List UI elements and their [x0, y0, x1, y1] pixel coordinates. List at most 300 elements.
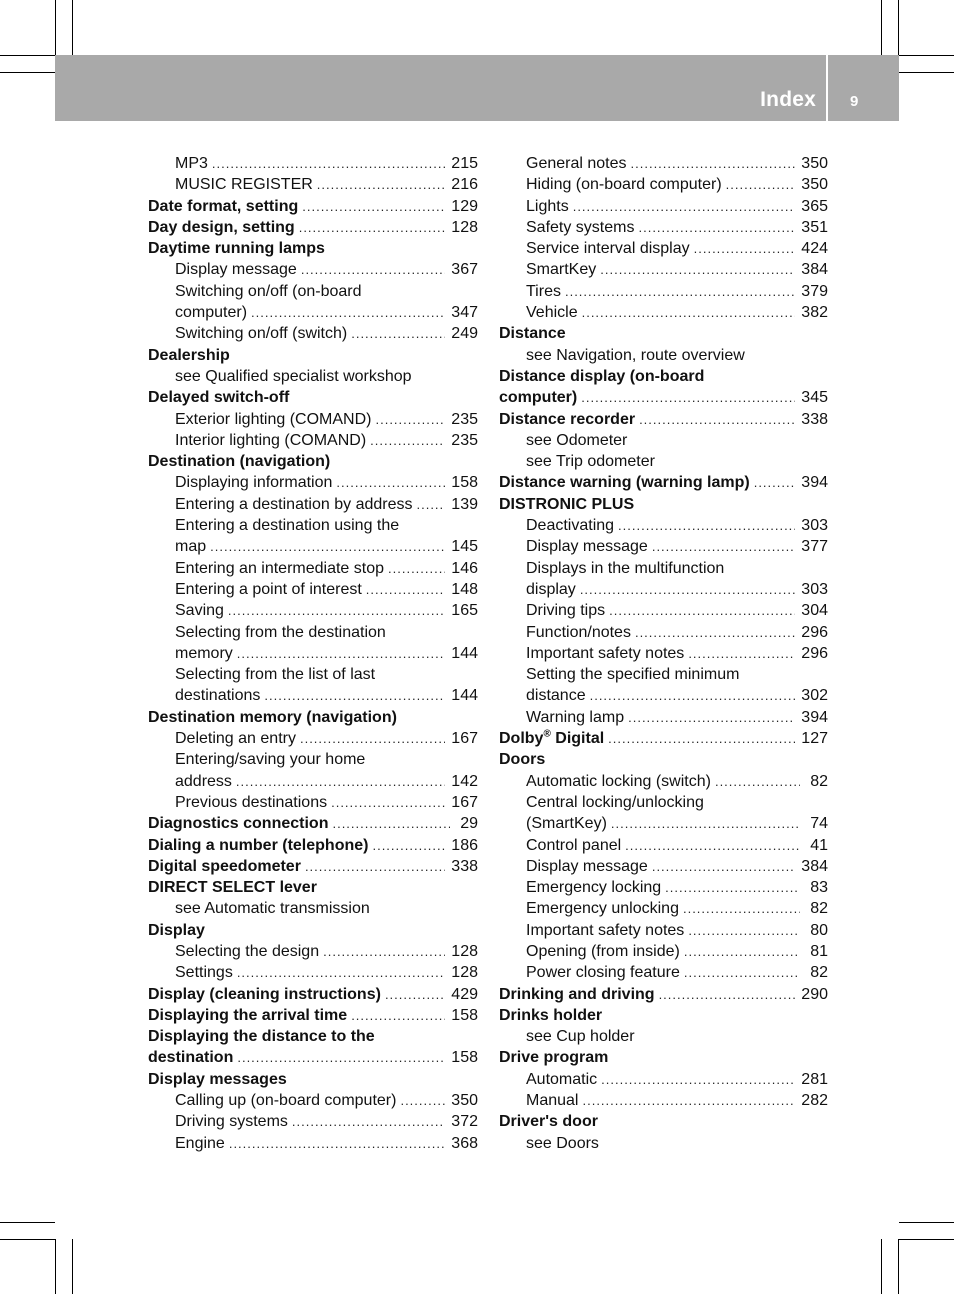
- dot-leader: [292, 1111, 445, 1132]
- entry-label: Dialing a number (telephone): [148, 836, 369, 854]
- entry-text: [148, 1047, 233, 1068]
- page-reference[interactable]: 351: [801, 218, 828, 236]
- entry-label: Calling up (on-board computer): [175, 1092, 397, 1110]
- entry-label: Delayed switch-off: [148, 389, 290, 407]
- entry-text: [175, 728, 296, 749]
- entry-text: [526, 259, 596, 280]
- entry-label: Displaying information: [175, 474, 333, 492]
- entry-text: [526, 962, 680, 983]
- entry-text: [148, 451, 330, 472]
- page-reference[interactable]: 235: [451, 410, 478, 428]
- index-subentry: [499, 536, 828, 557]
- page-reference[interactable]: 235: [451, 431, 478, 449]
- dot-leader: [600, 259, 795, 280]
- dot-leader: [581, 387, 795, 408]
- page-reference[interactable]: 158: [451, 474, 478, 492]
- page-reference[interactable]: 148: [451, 580, 478, 598]
- index-heading: [499, 728, 828, 749]
- dot-leader: [370, 430, 445, 451]
- index-subentry: [499, 259, 828, 280]
- dot-leader: [684, 962, 800, 983]
- dot-leader: [351, 1005, 445, 1026]
- page-reference[interactable]: 424: [801, 240, 828, 258]
- page-reference[interactable]: 350: [451, 1092, 478, 1110]
- index-subentry: [499, 430, 828, 451]
- dot-leader: [639, 409, 795, 430]
- index-subentry: [148, 515, 478, 536]
- page-reference[interactable]: 145: [451, 538, 478, 556]
- index-column-left: [148, 153, 478, 1154]
- index-subentry: [148, 302, 478, 323]
- index-subentry: [148, 323, 478, 344]
- entry-label: Switching on/off (on-board: [175, 282, 362, 300]
- index-subentry: [148, 749, 478, 770]
- index-subentry: [148, 174, 478, 195]
- crop-mark: [55, 1239, 56, 1294]
- entry-label: Destination (navigation): [148, 453, 331, 471]
- entry-label: Important safety notes: [526, 921, 685, 939]
- index-subentry: [499, 898, 828, 919]
- crop-mark: [72, 0, 73, 55]
- entry-label: Date format, setting: [148, 197, 299, 215]
- dot-leader: [331, 792, 445, 813]
- page-reference[interactable]: 158: [451, 1006, 478, 1024]
- page-reference[interactable]: 303: [801, 517, 828, 535]
- page-reference[interactable]: 296: [801, 623, 828, 641]
- page-reference[interactable]: 379: [801, 282, 828, 300]
- index-subentry: [499, 771, 828, 792]
- entry-text: [499, 409, 635, 430]
- index-heading: [148, 1026, 478, 1047]
- index-subentry: [499, 153, 828, 174]
- index-heading: [148, 877, 478, 898]
- entry-label: Power closing feature: [526, 964, 680, 982]
- entry-label: Previous destinations: [175, 793, 328, 811]
- entry-label: destination: [148, 1049, 234, 1067]
- index-subentry: [499, 835, 828, 856]
- page-reference[interactable]: 215: [451, 155, 478, 172]
- page-reference[interactable]: 302: [801, 687, 828, 705]
- entry-label: Destination memory (navigation): [148, 708, 397, 726]
- page-reference[interactable]: 372: [451, 1113, 478, 1131]
- entry-label: see Doors: [526, 1134, 599, 1152]
- index-subentry: [499, 707, 828, 728]
- index-heading: [499, 749, 828, 770]
- entry-text: [499, 366, 704, 387]
- entry-text: [148, 1005, 347, 1026]
- page-reference[interactable]: 139: [451, 495, 478, 513]
- entry-label: Setting the specified minimum: [526, 666, 740, 684]
- index-subentry: [148, 728, 478, 749]
- entry-label: Engine: [175, 1134, 225, 1152]
- dot-leader: [635, 622, 795, 643]
- entry-label: display: [526, 580, 576, 598]
- crop-mark: [72, 1239, 73, 1294]
- entry-label: DISTRONIC PLUS: [499, 495, 635, 513]
- registered-mark: ®: [543, 728, 551, 740]
- dot-leader: [684, 941, 800, 962]
- dot-leader: [264, 685, 445, 706]
- page-reference[interactable]: 350: [801, 176, 828, 194]
- entry-text: [175, 579, 362, 600]
- entry-label: see Odometer: [526, 431, 628, 449]
- dot-leader: [299, 217, 446, 238]
- page-reference[interactable]: 146: [451, 559, 478, 577]
- entry-label: map: [175, 538, 207, 556]
- page-reference[interactable]: 394: [801, 474, 828, 492]
- entry-text: [175, 259, 297, 280]
- entry-label: (SmartKey): [526, 815, 607, 833]
- entry-text: [526, 856, 648, 877]
- entry-label: General notes: [526, 155, 627, 172]
- entry-label: Driving systems: [175, 1113, 288, 1131]
- entry-label: Entering a destination using the: [175, 517, 400, 535]
- page-reference[interactable]: 347: [451, 304, 478, 322]
- index-heading: [148, 920, 478, 941]
- page-reference[interactable]: 41: [810, 836, 828, 854]
- dot-leader: [212, 153, 445, 174]
- entry-label: Distance recorder: [499, 410, 636, 428]
- index-subentry: [499, 600, 828, 621]
- dot-leader: [688, 643, 795, 664]
- entry-label: Emergency unlocking: [526, 900, 679, 918]
- page-reference[interactable]: 82: [810, 772, 828, 790]
- entry-text: [148, 1026, 375, 1047]
- index-subentry: [148, 430, 478, 451]
- page-reference[interactable]: 128: [451, 942, 478, 960]
- entry-text: [175, 515, 399, 536]
- page-reference[interactable]: 368: [451, 1134, 478, 1152]
- dot-leader: [305, 856, 445, 877]
- entry-label: Entering a point of interest: [175, 580, 362, 598]
- dot-leader: [388, 558, 445, 579]
- page-reference[interactable]: 350: [801, 155, 828, 172]
- index-subentry: [499, 217, 828, 238]
- page-reference[interactable]: 384: [801, 261, 828, 279]
- dot-leader: [665, 877, 800, 898]
- entry-text: [175, 281, 361, 302]
- entry-label: Opening (from inside): [526, 942, 680, 960]
- dot-leader: [336, 472, 445, 493]
- entry-text: [175, 962, 233, 983]
- entry-text: [526, 153, 627, 174]
- page-reference[interactable]: 29: [460, 815, 478, 833]
- entry-label: Selecting the design: [175, 942, 320, 960]
- entry-text: [526, 707, 624, 728]
- entry-label: Automatic locking (switch): [526, 772, 711, 790]
- page-reference[interactable]: 74: [810, 815, 828, 833]
- entry-text: [175, 664, 375, 685]
- crop-mark: [0, 72, 55, 73]
- page-reference[interactable]: 367: [451, 261, 478, 279]
- page-reference[interactable]: 80: [810, 921, 828, 939]
- entry-label: Hiding (on-board computer): [526, 176, 722, 194]
- entry-text: [499, 387, 577, 408]
- header-divider: [826, 55, 828, 121]
- entry-label: Safety systems: [526, 218, 635, 236]
- dot-leader: [694, 238, 796, 259]
- page-reference[interactable]: 281: [801, 1070, 828, 1088]
- dot-leader: [565, 281, 795, 302]
- entry-label: Emergency locking: [526, 879, 662, 897]
- page-reference[interactable]: 290: [801, 985, 828, 1003]
- entry-text: [526, 174, 722, 195]
- index-heading: [148, 813, 478, 834]
- page-reference[interactable]: 345: [801, 389, 828, 407]
- page-reference[interactable]: 158: [451, 1049, 478, 1067]
- page-reference[interactable]: 338: [451, 857, 478, 875]
- index-heading: [148, 984, 478, 1005]
- crop-mark: [881, 1239, 882, 1294]
- index-subentry: [499, 302, 828, 323]
- dot-leader: [754, 472, 796, 493]
- dot-leader: [351, 323, 445, 344]
- page-reference[interactable]: 127: [801, 730, 828, 748]
- dot-leader: [618, 515, 795, 536]
- entry-label: Dealership: [148, 346, 230, 364]
- entry-text: [526, 1133, 599, 1154]
- entry-label: Display (cleaning instructions): [148, 985, 381, 1003]
- entry-text: [526, 238, 690, 259]
- entry-text: [175, 430, 366, 451]
- page-reference[interactable]: 81: [810, 942, 828, 960]
- entry-text: [148, 835, 368, 856]
- entry-text: [175, 409, 371, 430]
- entry-text: [148, 877, 317, 898]
- dot-leader: [416, 494, 445, 515]
- page-reference[interactable]: 303: [801, 580, 828, 598]
- entry-label: Diagnostics connection: [148, 815, 329, 833]
- entry-label: Control panel: [526, 836, 622, 854]
- index-heading: [148, 238, 478, 259]
- page-reference[interactable]: 304: [801, 602, 828, 620]
- entry-label: Display message: [526, 538, 648, 556]
- page-reference[interactable]: 384: [801, 857, 828, 875]
- entry-text: [526, 813, 607, 834]
- entry-text: [526, 600, 605, 621]
- dot-leader: [210, 536, 445, 557]
- page-reference[interactable]: 382: [801, 304, 828, 322]
- index-heading: [148, 1069, 478, 1090]
- page-reference[interactable]: 186: [451, 836, 478, 854]
- index-subentry: [499, 792, 828, 813]
- entry-label: Displaying the distance to the: [148, 1028, 375, 1046]
- entry-text: [499, 323, 566, 344]
- entry-text: [526, 558, 724, 579]
- entry-text: [148, 813, 328, 834]
- entry-label: Warning lamp: [526, 708, 625, 726]
- entry-text: [526, 217, 634, 238]
- entry-text: [175, 1090, 396, 1111]
- crop-mark: [0, 1239, 55, 1240]
- entry-text: [148, 217, 295, 238]
- dot-leader: [300, 728, 445, 749]
- entry-label: Displays in the multifunction: [526, 559, 725, 577]
- entry-text: [148, 387, 289, 408]
- index-subentry: [148, 771, 478, 792]
- index-heading: [499, 1111, 828, 1132]
- index-subentry: [148, 536, 478, 557]
- page-reference[interactable]: 165: [451, 602, 478, 620]
- entry-text: [175, 749, 365, 770]
- index-heading: [499, 387, 828, 408]
- dot-leader: [573, 196, 796, 217]
- index-subentry: [499, 685, 828, 706]
- entry-label: Dolby: [499, 730, 544, 748]
- dot-leader: [611, 813, 800, 834]
- index-subentry: [499, 962, 828, 983]
- page-reference[interactable]: 129: [451, 197, 478, 215]
- index-subentry: [148, 366, 478, 387]
- index-subentry: [499, 451, 828, 472]
- entry-text: [526, 685, 586, 706]
- index-subentry: [148, 558, 478, 579]
- page-reference[interactable]: 167: [451, 730, 478, 748]
- dot-leader: [582, 1090, 795, 1111]
- dot-leader: [628, 707, 795, 728]
- page-title: Index: [760, 88, 816, 111]
- dot-leader: [372, 835, 445, 856]
- page-reference[interactable]: 282: [801, 1092, 828, 1110]
- page-reference[interactable]: 144: [451, 644, 478, 662]
- entry-label: Display message: [175, 261, 297, 279]
- entry-text: [526, 941, 680, 962]
- index-subentry: [499, 856, 828, 877]
- entry-label: MUSIC REGISTER: [175, 176, 313, 194]
- entry-label: Doors: [499, 751, 546, 769]
- index-heading: [499, 472, 828, 493]
- entry-label: memory: [175, 644, 233, 662]
- page-reference[interactable]: 144: [451, 687, 478, 705]
- dot-leader: [236, 771, 445, 792]
- entry-label: Function/notes: [526, 623, 631, 641]
- page-reference[interactable]: 338: [801, 410, 828, 428]
- entry-text: [526, 536, 648, 557]
- crop-mark: [881, 0, 882, 55]
- crop-mark: [55, 0, 56, 55]
- index-heading: [499, 409, 828, 430]
- entry-label: Distance warning (warning lamp): [499, 474, 750, 492]
- dot-leader: [400, 1090, 445, 1111]
- entry-label: Deleting an entry: [175, 730, 296, 748]
- entry-text: [526, 579, 576, 600]
- crop-mark: [0, 1222, 55, 1223]
- dot-leader: [366, 579, 446, 600]
- index-subentry: [499, 515, 828, 536]
- index-column-right: [499, 153, 828, 1154]
- entry-label-suffix: Digital: [550, 730, 605, 748]
- entry-label: Display messages: [148, 1070, 287, 1088]
- index-subentry: [148, 600, 478, 621]
- crop-mark: [899, 1239, 954, 1240]
- page-reference[interactable]: 377: [801, 538, 828, 556]
- page-reference[interactable]: 429: [451, 985, 478, 1003]
- page-reference[interactable]: 296: [801, 644, 828, 662]
- entry-text: [499, 984, 655, 1005]
- page-reference[interactable]: 249: [451, 325, 478, 343]
- dot-leader: [652, 856, 795, 877]
- index-subentry: [499, 1026, 828, 1047]
- page-reference[interactable]: 365: [801, 197, 828, 215]
- entry-text: [526, 345, 745, 366]
- index-subentry: [148, 685, 478, 706]
- entry-label: Important safety notes: [526, 644, 685, 662]
- entry-label: Entering/saving your home: [175, 751, 366, 769]
- entry-label: Switching on/off (switch): [175, 325, 348, 343]
- entry-text: [148, 920, 205, 941]
- index-subentry: [148, 664, 478, 685]
- entry-label: Lights: [526, 197, 569, 215]
- entry-label: Displaying the arrival time: [148, 1006, 348, 1024]
- entry-label: Selecting from the list of last: [175, 666, 376, 684]
- entry-label: see Trip odometer: [526, 453, 655, 471]
- page-reference[interactable]: 128: [451, 218, 478, 236]
- index-heading: [148, 345, 478, 366]
- entry-text: [499, 749, 545, 770]
- entry-label: Display: [148, 921, 205, 939]
- entry-text: [499, 472, 750, 493]
- page-reference[interactable]: 394: [801, 708, 828, 726]
- entry-label: Vehicle: [526, 304, 578, 322]
- index-subentry: [499, 238, 828, 259]
- entry-text: [526, 1069, 597, 1090]
- crop-mark: [898, 1239, 899, 1294]
- page-reference[interactable]: 128: [451, 964, 478, 982]
- index-subentry: [499, 1133, 828, 1154]
- entry-label: DIRECT SELECT lever: [148, 879, 317, 897]
- dot-leader: [608, 728, 795, 749]
- page-reference[interactable]: 82: [810, 964, 828, 982]
- entry-text: [526, 898, 679, 919]
- entry-text: [499, 1111, 598, 1132]
- index-heading: [148, 835, 478, 856]
- entry-label: Day design, setting: [148, 218, 295, 236]
- index-heading: [148, 707, 478, 728]
- entry-text: [175, 643, 233, 664]
- index-subentry: [148, 259, 478, 280]
- crop-mark: [898, 0, 899, 55]
- entry-label: Digital speedometer: [148, 857, 301, 875]
- entry-text: [499, 1005, 602, 1026]
- index-heading: [148, 387, 478, 408]
- dot-leader: [625, 835, 800, 856]
- index-subentry: [499, 558, 828, 579]
- entry-text: [175, 898, 370, 919]
- dot-leader: [317, 174, 446, 195]
- page-reference[interactable]: 142: [451, 772, 478, 790]
- index-subentry: [499, 622, 828, 643]
- entry-text: [499, 494, 634, 515]
- page-reference[interactable]: 82: [810, 900, 828, 918]
- entry-text: [526, 430, 627, 451]
- dot-leader: [631, 153, 796, 174]
- dot-leader: [601, 1069, 795, 1090]
- page-reference[interactable]: 167: [451, 793, 478, 811]
- page-reference[interactable]: 83: [810, 879, 828, 897]
- entry-text: [148, 984, 381, 1005]
- entry-label: Entering an intermediate stop: [175, 559, 385, 577]
- entry-text: [526, 1026, 635, 1047]
- entry-label: Interior lighting (COMAND): [175, 431, 367, 449]
- index-subentry: [148, 941, 478, 962]
- entry-label: see Automatic transmission: [175, 900, 370, 918]
- entry-text: [175, 600, 224, 621]
- entry-label: Selecting from the destination: [175, 623, 386, 641]
- index-subentry: [499, 813, 828, 834]
- entry-text: [148, 856, 301, 877]
- page-reference[interactable]: 216: [451, 176, 478, 194]
- entry-label: Settings: [175, 964, 233, 982]
